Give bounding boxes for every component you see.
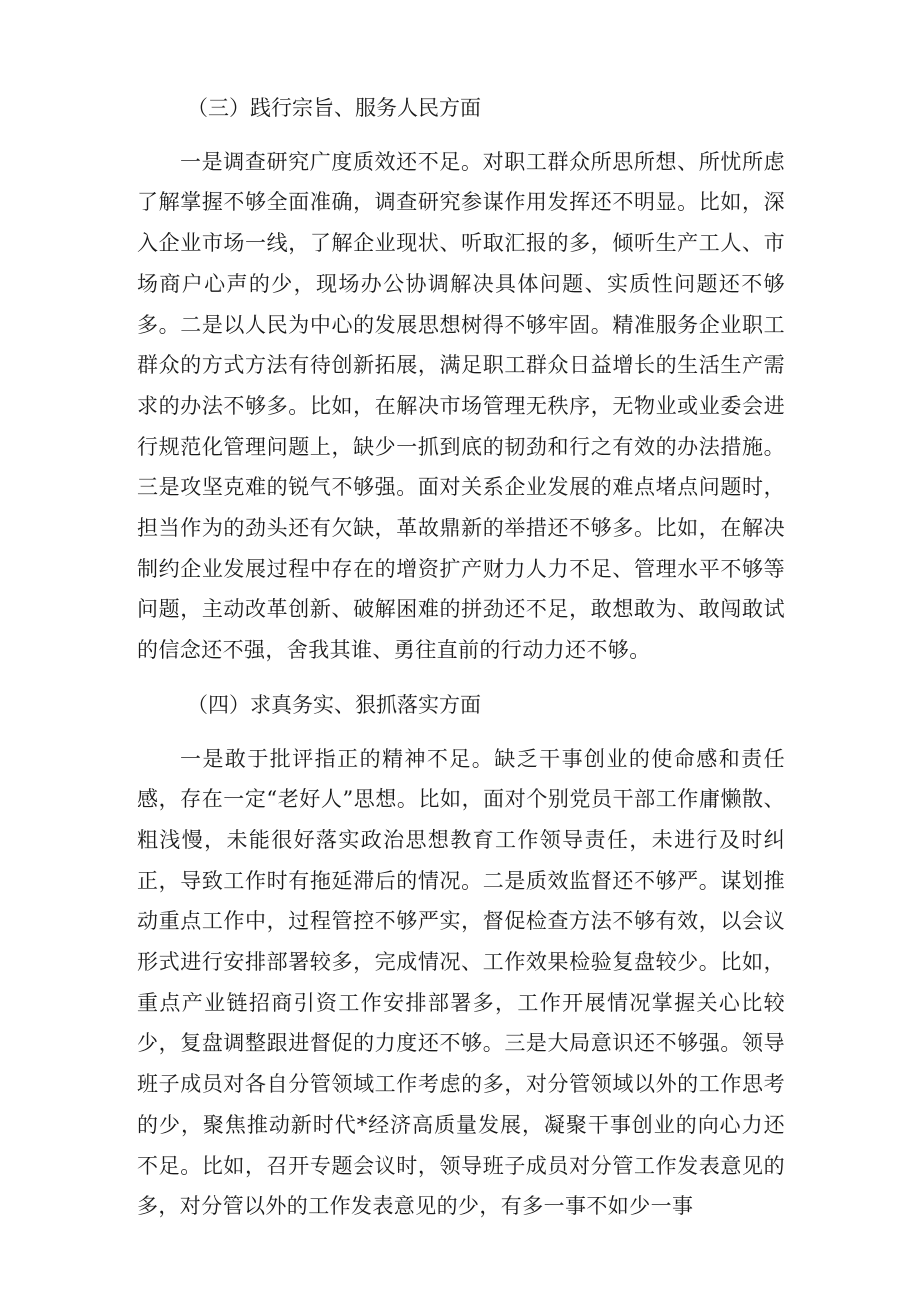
section-heading-3: （三）践行宗旨、服务人民方面 [187,96,481,120]
section-paragraph-4: 一是敢于批评指正的精神不足。缺乏干事创业的使命感和责任感，存在一定“老好人”思想。比如，面对个别党员干部工作庸懒散、粗浅慢，未能很好落实政治思想教育工作领导责任，未进行及时纠正，导致工作时有拖延滞后的情况。二是质效监督还不够严。谋划推动重点工作中，过程管控不够严实，督促检查方法不够有效，以会议形式进行安排部署较多，完成情况、工作效果检验复盘较少。比如，重点产业链招商引资工作安排部署多，工作开展情况掌握关心比较少，复盘调整跟进督促的力度还不够。三是大局意识还不够强。领导班子成员对各自分管领域工作考虑的多，对分管领域以外的工作思考的少，聚焦推动新时代*经济高质量发展，凝聚干事创业的向心力还不足。比如，召开专题会议时，领导班子成员对分管工作发表意见的多，对分管以外的工作发表意见的少，有多一事不如少一事 [137,746,785,1219]
section-paragraph-3: 一是调查研究广度质效还不足。对职工群众所思所想、所忧所虑了解掌握不够全面准确，调查研究参谋作用发挥还不明显。比如，深入企业市场一线，了解企业现状、听取汇报的多，倾听生产工人、市场商户心声的少，现场办公协调解决具体问题、实质性问题还不够多。二是以人民为中心的发展思想树得不够牢固。精准服务企业职工群众的方式方法有待创新拓展，满足职工群众日益增长的生活生产需求的办法不够多。比如，在解决市场管理无秩序，无物业或业委会进行规范化管理问题上，缺少一抓到底的韧劲和行之有效的办法措施。三是攻坚克难的锐气不够强。面对关系企业发展的难点堵点问题时，担当作为的劲头还有欠缺，革故鼎新的举措还不够多。比如，在解决制约企业发展过程中存在的增资扩产财力人力不足、管理水平不够等问题，主动改革创新、破解困难的拼劲还不足，敢想敢为、敢闯敢试的信念还不强，舍我其谁、勇往直前的行动力还不够。 [137,149,785,663]
section-heading-4: （四）求真务实、狠抓落实方面 [187,692,481,717]
document-page [137,88,785,1227]
